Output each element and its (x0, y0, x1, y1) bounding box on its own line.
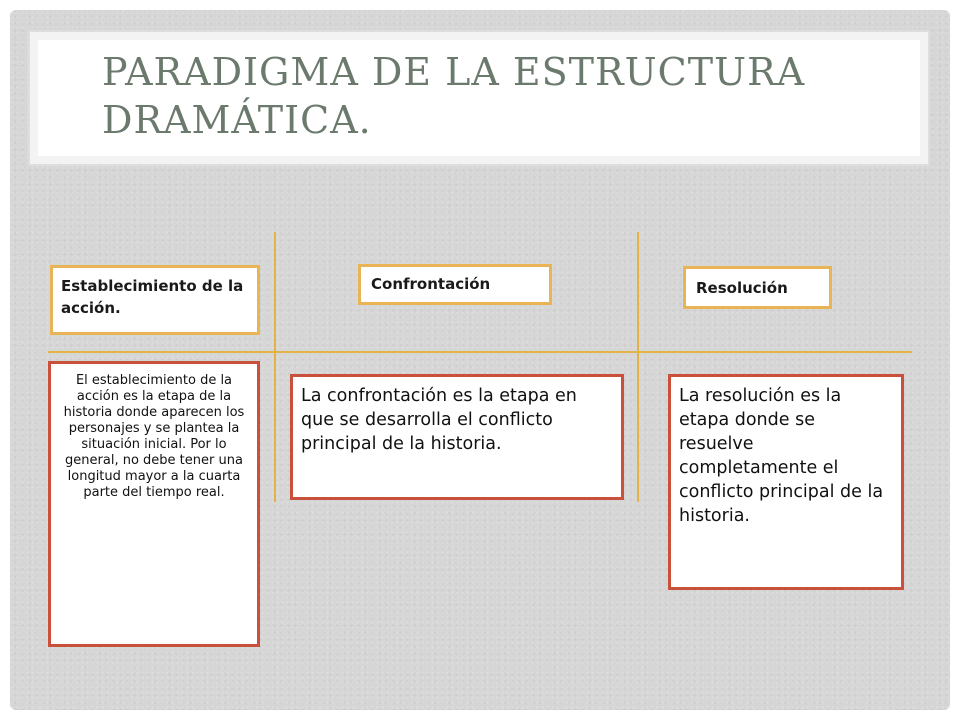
label-setup: Establecimiento de la acción. (50, 265, 260, 335)
timeline-axis (48, 351, 912, 353)
slide-title: PARADIGMA DE LA ESTRUCTURA DRAMÁTICA. (102, 50, 806, 142)
description-confrontation: La confrontación es la etapa en que se desarrolla el conflicto principal de la historia. (290, 374, 624, 500)
description-resolution: La resolución es la etapa donde se resuelve completamente el conflicto principal de la historia. (668, 374, 904, 590)
timeline-divider-2 (637, 232, 639, 502)
label-confrontation: Confrontación (358, 264, 552, 305)
label-resolution: Resolución (683, 266, 832, 309)
description-setup: El establecimiento de la acción es la etapa de la historia donde aparecen los personajes y se plantea la situación inicial. Por lo general, no debe tener una longitud mayor a la cuarta parte del tiempo real. (48, 361, 260, 647)
timeline-divider-1 (274, 232, 276, 502)
